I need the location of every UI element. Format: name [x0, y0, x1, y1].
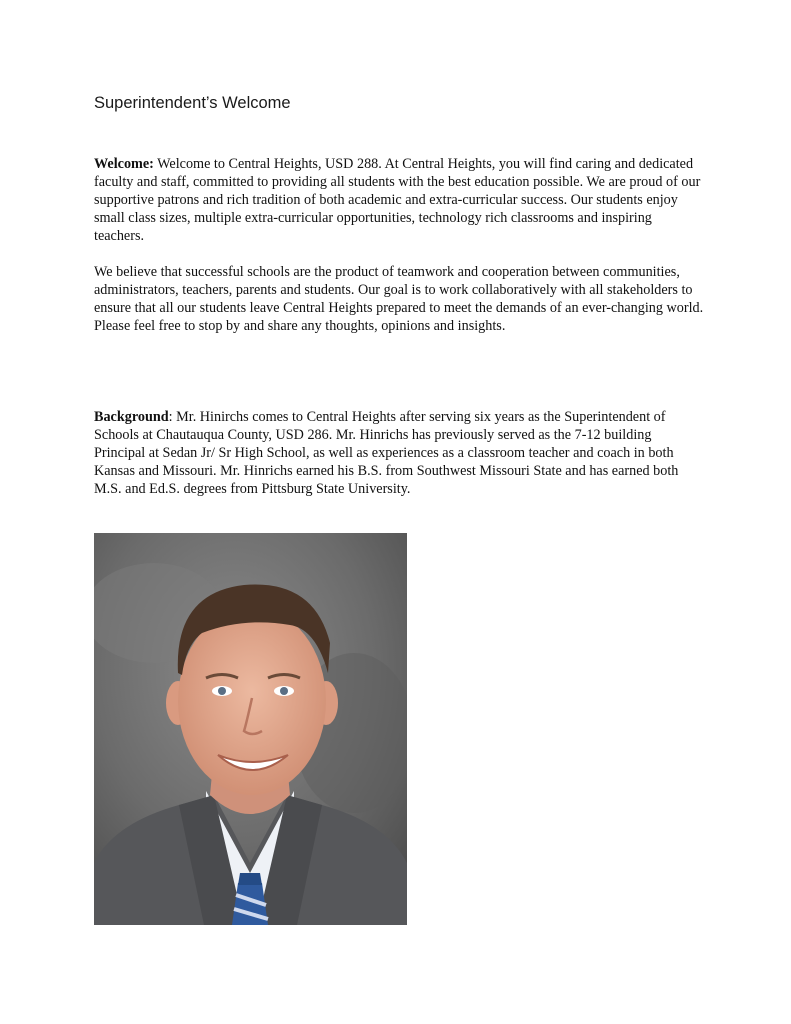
portrait-illustration [94, 533, 407, 925]
teamwork-paragraph: We believe that successful schools are the product of teamwork and cooperation between communities, administrators, teachers, parents and students. Our goal is to work collaboratively with all stakeholders to ensure that all our students leave Central Heights prepared to meet the demands of an ever-changing world. Please feel free to stop by and share any thoughts, opinions and insights. [94, 264, 704, 334]
background-text: : Mr. Hinirchs comes to Central Heights after serving six years as the Superintendent of Schools at Chautauqua County, USD 286. Mr. Hinrichs has previously served as the 7-12 building Principal at Sedan Jr/ Sr High School, as well as experiences as a classroom teacher and coach in both Kansas and Missouri. Mr. Hinrichs earned his B.S. from Southwest Missouri State and has earned both M.S. and Ed.S. degrees from Pittsburg State University. [94, 409, 679, 497]
superintendent-portrait-photo [94, 533, 407, 925]
welcome-paragraph [94, 155, 704, 245]
background-label: Background [94, 409, 169, 425]
welcome-label: Welcome: [94, 156, 154, 172]
background-paragraph [94, 408, 704, 498]
welcome-text: Welcome to Central Heights, USD 288. At Central Heights, you will find caring and dedicated faculty and staff, committed to providing all students with the best education possible. We are proud of our supportive patrons and rich tradition of both academic and extra-curricular success. Our students enjoy small class sizes, multiple extra-curricular opportunities, technology rich classrooms and inspiring teachers. [94, 156, 701, 244]
page-title: Superintendent’s Welcome [94, 94, 291, 112]
